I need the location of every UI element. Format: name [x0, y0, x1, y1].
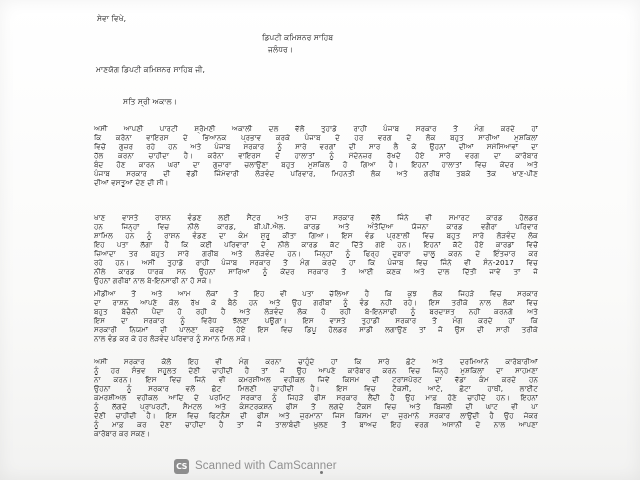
paragraph-line: ਨੂੰ ਹਰ ਸੰਭਵ ਸਹੂਲਤ ਦੇਣੀ ਚਾਹੀਦੀ ਹੈ ਤਾਂ ਜੋ ਉਹ ਆਪਣੇ ਕਾਰੋਬਾਰ ਕਰਨ ਵਿਚ ਜਿਨ੍ਹੇ ਮੁਸ਼ਕਿਲਾਂ ਦਾ ਸਾਹਮਣਾ: [94, 366, 538, 375]
camscanner-watermark: [174, 458, 337, 474]
paragraph-line: ਕਾਰੋਬਾਰ ਕਰ ਸਕਣ।: [94, 429, 151, 438]
salutation: ਮਾਣਯੋਗ ਡਿਪਟੀ ਕਮਿਸ਼ਨਰ ਸਾਹਿਬ ਜੀ,: [96, 65, 205, 74]
recipient-city: ਜਲੰਧਰ।: [268, 45, 293, 54]
paragraph-line: ਅਸੀਂ ਆਪਣੀ ਪਾਰਟੀ ਸ਼੍ਰੋਮਣੀ ਅਕਾਲੀ ਦਲ ਵੱਲੋਂ ਤੁਹਾਡੇ ਰਾਹੀਂ ਪੰਜਾਬ ਸਰਕਾਰ ਤੋਂ ਮੰਗ ਕਰਦੇ ਹਾਂ: [94, 124, 538, 133]
paragraph-line: ਦੀਆਂ ਵਸਤੂਆਂ ਦੇਣ ਦੀ ਸੀ।: [94, 178, 169, 187]
watermark-text: Scanned with CamScanner: [195, 460, 337, 472]
paragraph-line: ਨਾਲ ਵੰਡ ਕਰ ਕੇ ਹਰ ਲੋੜਵੰਦ ਪਰਿਵਾਰ ਨੂੰ ਸਮਾਨ ਮਿਲ ਸਕੇ।: [94, 334, 251, 343]
paragraph-line: ਰਹੇ ਹਨ। ਅਸੀਂ ਤੁਹਾਡੇ ਰਾਹੀਂ ਪੰਜਾਬ ਸਰਕਾਰ ਤੋਂ ਮੰਗ ਕਰਦੇ ਹਾਂ ਕਿ ਪੰਜਾਬ ਵਿਚ ਜਿੰਨੇ ਵੀ ਸੰਨ-2017 ਵਿਚ: [94, 258, 538, 267]
recipient-designation: ਡਿਪਟੀ ਕਮਿਸ਼ਨਰ ਸਾਹਿਬ: [262, 33, 334, 42]
paragraph-line: ਕਮਰਸ਼ੀਅਲ ਵਹੀਕਲ ਆਦਿ ਦੇ ਪਰਮਿਟ ਸਰਕਾਰ ਨੂੰ ਜਿਹੜੇ ਫੀਸ ਸਰਕਾਰ ਲੈਂਦੀ ਹੈ ਉਹ ਮਾਫ਼ ਹੋਣੇ ਚਾਹੀਦੇ ਹਨ। ਇਹਨਾਂ: [94, 393, 538, 402]
paragraph-line: ਨੂੰ ਮਾਫ਼ ਕਰ ਦੇਣਾ ਚਾਹੀਦਾ ਹੈ ਤਾਂ ਜੋ ਤਾਲਾਬੰਦੀ ਖੁਲਣ ਤੋਂ ਬਾਅਦ ਇਹ ਵਰਗ ਅਸਾਨੀ ਦੇ ਨਾਲ ਆਪਣਾ: [94, 420, 538, 429]
paragraph-line: ਇਹ ਪਤਾ ਲੱਗਾ ਹੈ ਕਿ ਕਈ ਪਰਿਵਾਰਾਂ ਦੇ ਨੀਲੇ ਕਾਰਡ ਕੱਟ ਦਿੱਤੇ ਗਏ ਹਨ। ਇਹਨਾਂ ਕੱਟੇ ਹੋਏ ਕਾਰਡਾਂ ਵਿਚੋਂ: [94, 240, 538, 249]
paragraph-3: [94, 289, 538, 343]
paragraph-line: ਨੂੰ ਲੱਗਦੇ ਪ੍ਰਾਪਰਟੀ, ਸੈਮਟਲ ਅਤੇ ਕੰਸਟਰਕਸ਼ਨ ਫੀਸ ਤੋਂ ਲਗਦੇ ਟੈਕਸ ਵਿਚ ਅਤੇ ਬਿਜਲੀ ਦੀ ਘਾਟ ਵੀ ਪਾ: [94, 402, 538, 411]
paragraph-line: ਖਾਣ ਵਾਸਤੇ ਰਾਸ਼ਨ ਵੰਡਣ ਲਈ ਸੈਂਟਰ ਅਤੇ ਰਾਜ ਸਰਕਾਰ ਵੱਲੋਂ ਜਿੰਨੇ ਵੀ ਸਮਾਰਟ ਕਾਰਡ ਹੋਲਡਰ: [94, 213, 538, 222]
paragraph-4: [94, 357, 538, 438]
paragraph-line: ਜ਼ਿਆਦਾ ਤਰ ਬਹੁਤ ਸਾਰੇ ਗਰੀਬ ਅਤੇ ਲੋੜਵੰਦ ਹਨ। ਜਿਨ੍ਹਾਂ ਨੂੰ ਫਿਰ੍ਹ ਦੁਬਾਰਾ ਚਾਲੂ ਕਰਨ ਦੇ ਇੰਤਜ਼ਾਰ ਕਰ: [94, 249, 538, 258]
paragraph-line: ਉਹਨਾਂ ਗਰੀਬਾਂ ਨਾਲ ਬੇ-ਇਨਸਾਫੀ ਨਾ ਹੋ ਸਕੇ।: [94, 276, 212, 285]
paragraph-line: ਮੀਡੀਆ ਤੋਂ ਅਤੇ ਆਮ ਲੋਕਾਂ ਤੋਂ ਇਹ ਵੀ ਪਤਾ ਚੱਲਿਆ ਹੈ ਕਿ ਕੁਝ ਲੋਕ ਜਿਹੜੇ ਵਿਚ ਸਰਕਾਰ: [94, 289, 538, 298]
paragraph-line: ਹਨ ਜਿਨ੍ਹਾਂ ਵਿਚ ਨੀਲੇ ਕਾਰਡ, ਬੀ.ਪੀ.ਐਲ. ਕਾਰਡ ਅਤੇ ਅੰਤੋਦਿਆ ਯੋਜਨਾ ਕਾਰਡ ਵਗੈਰਾ ਪਰਿਵਾਰ: [94, 222, 538, 231]
paragraph-line: ਸਰਕਾਰੀ ਨਿਯਮਾਂ ਦੀ ਪਾਲਣਾ ਕਰਦੇ ਹੋਏ ਇਸ ਵਿਚ ਡਿਪੂ ਹੋਲਡਰ ਸਾਡੀ ਲਗਾਉਣ ਤਾਂ ਜੋ ਉਸ ਦੀ ਸਾਰੀ ਤਰੀਕੇ: [94, 325, 538, 334]
paragraph-line: ਪੰਜਾਬ ਸਰਕਾਰ ਦੀ ਵੱਡੀ ਜਿੰਮੇਵਾਰੀ ਲੋੜਵੰਦ ਪਰਿਵਾਰ, ਮਿਹਨਤੀ ਲੋਕ ਅਤੇ ਗਰੀਬ ਤਬਕੇ ਤੱਕ ਖਾਣ-ਪੀਣ: [94, 169, 538, 178]
paragraph-line: ਵਿਚੋਂ ਗੁਜ਼ਰ ਰਹੇ ਹਨ ਅਤੇ ਪੰਜਾਬ ਸਰਕਾਰ ਨੂੰ ਸਾਰੇ ਵਰਗਾਂ ਦੀ ਸਾਰ ਲੈ ਕੇ ਉਹਨਾਂ ਦੀਆਂ ਸਮੱਸਿਆਵਾਂ ਦਾ: [94, 142, 538, 151]
paragraph-1: [94, 124, 538, 187]
paragraph-line: ਦੇਣੀ ਚਾਹੀਦੀ ਹੈ। ਇਸ ਵਿਚ ਫਿਟਨੈਸ ਦੀ ਫੀਸ ਅਤੇ ਜੁਰਮਾਨਾ ਜਿਸ ਕਿਸਮ ਦਾ ਜੁਰਮਾਨੇ ਸਰਕਾਰ ਲਾਉਂਦੀ ਹੈ ਉਹ ਜੇਕਰ: [94, 411, 538, 420]
paragraph-line: ਬਹੁਤ ਬੇਚੈਨੀ ਪੈਦਾ ਹੋ ਰਹੀ ਹੈ ਅਤੇ ਲੋੜਵੰਦ ਲੋਕ ਹੋ ਰਹੀ ਬੇ-ਇਨਸਾਫੀ ਨੂੰ ਬਰਦਾਸ਼ਤ ਨਹੀਂ ਕਰਨਗੇ ਅਤੇ: [94, 307, 538, 316]
address-to: ਸੇਵਾ ਵਿਖੇ,: [97, 14, 127, 23]
paragraph-line: ਕਿ ਕਰੋਨਾ ਵਾਇਰਸ ਦੇ ਭਿਆਨਕ ਪ੍ਰਭਾਵ ਕਰਕੇ ਪੰਜਾਬ ਦੇ ਹਰ ਵਰਗ ਦੇ ਲੋਕ ਬਹੁਤ ਸਾਰੀਆਂ ਮੁਸ਼ਕਿਲਾਂ: [94, 133, 538, 142]
paragraph-line: ਹੱਲ ਕਰਨਾ ਚਾਹੀਦਾ ਹੈ। ਕਰੋਨਾ ਵਾਇਰਸ ਦੇ ਹਾਲਾਤਾਂ ਨੂੰ ਮੱਦੇਨਜ਼ਰ ਰੱਖਦੇ ਹੋਏ ਸਾਰੇ ਵਰਗ ਦਾ ਕਾਰੋਬਾਰ: [94, 151, 538, 160]
paragraph-line: ਨੀਲੇ ਕਾਰਡ ਧਾਰਕ ਸਨ ਉਹਨਾਂ ਸਾਰਿਆਂ ਨੂੰ ਕੇਂਦਰ ਸਰਕਾਰ ਤੋਂ ਆਈ ਕਣਕ ਅਤੇ ਦਾਲ ਦਿੱਤੀ ਜਾਵੇ ਤਾਂ ਜੋ: [94, 267, 538, 276]
paragraph-line: ਸ਼ਾਮਿਲ ਹਨ ਨੂੰ ਰਾਸ਼ਨ ਵੰਡਣ ਦਾ ਕੰਮ ਸ਼ੁਰੂ ਕੀਤਾ ਗਿਆ। ਇਸ ਵੰਡ ਪ੍ਰਣਾਲੀ ਵਿਚ ਬਹੁਤ ਸਾਰੇ ਲੋੜਵੰਦ ਲੋਕ: [94, 231, 538, 240]
paragraph-line: ਅਸੀਂ ਸਰਕਾਰ ਕੋਲੋਂ ਇਹ ਵੀ ਮੰਗ ਕਰਨਾ ਚਾਹੁੰਦੇ ਹਾਂ ਕਿ ਸਾਰੇ ਛੋਟੇ ਅਤੇ ਦਰਮਿਆਨੇ ਕਾਰੋਬਾਰੀਆਂ: [94, 357, 538, 366]
paragraph-line: ਇਸ ਦਾ ਸਰਕਾਰ ਨੂੰ ਵਿਰੋਧ ਝੱਲਣਾ ਪਊਗਾ। ਇਸ ਵਾਸਤੇ ਤੁਹਾਡੀ ਸਰਕਾਰ ਤੋਂ ਮੰਗ ਕਰਦੇ ਹਾਂ ਕਿ: [94, 316, 538, 325]
greeting: ਸਤਿ ਸ੍ਰੀ ਅਕਾਲ।: [123, 97, 177, 106]
paragraph-line: ਬੰਦ ਹੋਣ ਕਾਰਨ ਘਰਾਂ ਦਾ ਗੁਜ਼ਾਰਾ ਚਲਾਉਣਾ ਬਹੁਤ ਮੁਸ਼ਕਿਲ ਹੋ ਗਿਆ ਹੈ। ਇਹਨਾਂ ਹਾਲਾਤਾਂ ਵਿਚ ਕੇਂਦਰ ਅਤੇ: [94, 160, 538, 169]
paragraph-line: ਨਾ ਕਰਨ। ਇਸ ਵਿਚ ਜਿਨੇ ਵੀ ਕਮਰਸ਼ੀਅਲ ਵਹੀਕਲ ਜਿਵੇਂ ਕਿਸਮ ਦੀ ਟਰਾਂਸਪੋਰਟ ਦਾ ਵੱਡਾ ਕੰਮ ਕਰਦੇ ਹਨ: [94, 375, 538, 384]
paragraph-line: ਉਹਨਾਂ ਨੂੰ ਸਰਕਾਰ ਵਲੋਂ ਛੋਟ ਮਿਲਣੀ ਚਾਹੀਦੀ ਹੈ। ਇਸ ਵਿਚ ਟੈਕਸੀ, ਆਟੋ, ਛੋਟਾ ਹਾਥੀ, ਲਾਈਟ: [94, 384, 538, 393]
paragraph-2: [94, 213, 538, 285]
paragraph-line: ਦਾ ਰਾਸ਼ਨ ਆਪਣੇ ਕੋਲ ਰੱਖ ਕੇ ਬੈਠੇ ਹਨ ਅਤੇ ਉਹ ਗਰੀਬਾਂ ਨੂੰ ਵੰਡ ਨਹੀਂ ਰਹੇ। ਇਸ ਤਰੀਕੇ ਨਾਲ ਲੋਕਾਂ ਵਿਚ: [94, 298, 538, 307]
camscanner-logo-icon: CS: [174, 459, 189, 474]
